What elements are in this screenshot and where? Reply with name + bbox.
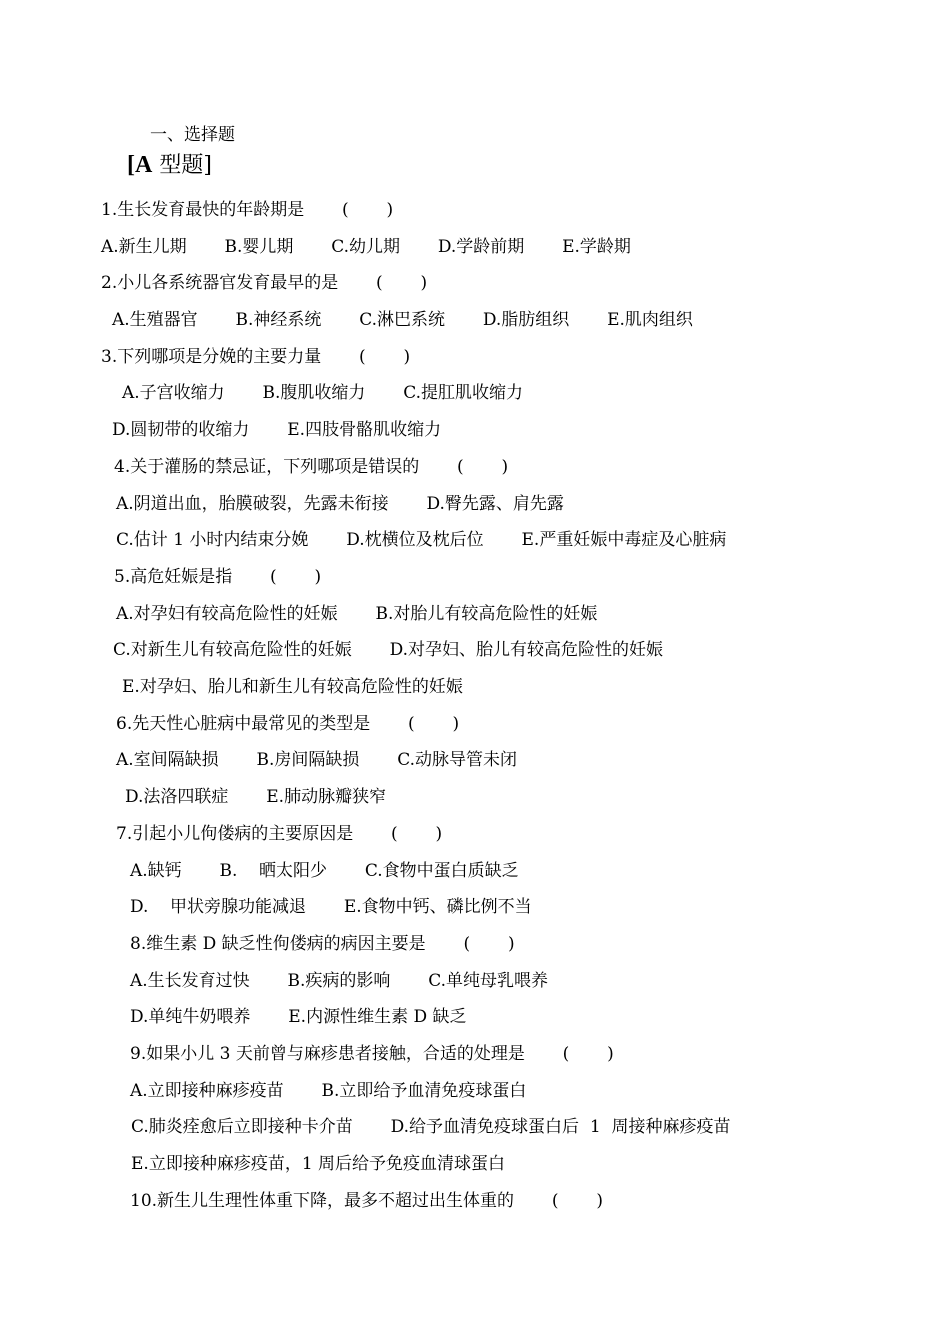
question-7-options-row-2: D. 甲状旁腺功能减退 E.食物中钙、磷比例不当 — [130, 897, 532, 917]
question-3-options-row-1: A.子宫收缩力 B.腹肌收缩力 C.提肛肌收缩力 — [122, 383, 524, 403]
question-9: 9.如果小儿 3 天前曾与麻疹患者接触，合适的处理是 ( ) — [130, 1044, 614, 1064]
question-7-options-row-1: A.缺钙 B. 晒太阳少 C.食物中蛋白质缺乏 — [130, 861, 519, 881]
question-3: 3.下列哪项是分娩的主要力量 ( ) — [101, 347, 411, 367]
question-8-options-row-1: A.生长发育过快 B.疾病的影响 C.单纯母乳喂养 — [130, 971, 549, 991]
question-5-options-row-2: C.对新生儿有较高危险性的妊娠 D.对孕妇、胎儿有较高危险性的妊娠 — [113, 640, 664, 660]
question-8: 8.维生素 D 缺乏性佝偻病的病因主要是 ( ) — [130, 934, 515, 954]
question-2-options: A.生殖器官 B.神经系统 C.淋巴系统 D.脂肪组织 E.肌肉组织 — [112, 310, 693, 330]
question-4: 4.关于灌肠的禁忌证，下列哪项是错误的 ( ) — [114, 457, 509, 477]
question-4-options-row-2: C.估计 1 小时内结束分娩 D.枕横位及枕后位 E.严重妊娠中毒症及心脏病 — [116, 530, 727, 550]
question-9-options-row-2: C.肺炎痊愈后立即接种卡介苗 D.给予血清免疫球蛋白后 1 周接种麻疹疫苗 — [131, 1117, 731, 1137]
question-type-label: 型题] — [152, 153, 212, 178]
question-10: 10.新生儿生理性体重下降，最多不超过出生体重的 ( ) — [130, 1191, 603, 1211]
question-6-options-row-2: D.法洛四联症 E.肺动脉瓣狭窄 — [125, 787, 387, 807]
question-6-options-row-1: A.室间隔缺损 B.房间隔缺损 C.动脉导管未闭 — [116, 750, 518, 770]
question-type-prefix: [A — [127, 152, 153, 178]
question-7: 7.引起小儿佝偻病的主要原因是 ( ) — [116, 824, 443, 844]
question-6: 6.先天性心脏病中最常见的类型是 ( ) — [116, 714, 460, 734]
question-5-options-row-1: A.对孕妇有较高危险性的妊娠 B.对胎儿有较高危险性的妊娠 — [116, 604, 598, 624]
question-5-options-row-3: E.对孕妇、胎儿和新生儿有较高危险性的妊娠 — [122, 677, 463, 697]
question-2: 2.小儿各系统器官发育最早的是 ( ) — [101, 273, 428, 293]
question-9-options-row-3: E.立即接种麻疹疫苗，1 周后给予免疫血清球蛋白 — [131, 1154, 506, 1174]
question-8-options-row-2: D.单纯牛奶喂养 E.内源性维生素 D 缺乏 — [130, 1007, 467, 1027]
question-3-options-row-2: D.圆韧带的收缩力 E.四肢骨骼肌收缩力 — [112, 420, 442, 440]
question-4-options-row-1: A.阴道出血，胎膜破裂，先露未衔接 D.臀先露、肩先露 — [116, 494, 564, 514]
question-1-options: A.新生儿期 B.婴儿期 C.幼儿期 D.学龄前期 E.学龄期 — [101, 237, 631, 257]
question-type-heading — [127, 150, 212, 181]
section-heading: 一、选择题 — [150, 125, 235, 145]
question-9-options-row-1: A.立即接种麻疹疫苗 B.立即给予血清免疫球蛋白 — [130, 1081, 527, 1101]
question-5: 5.高危妊娠是指 ( ) — [114, 567, 322, 587]
question-1: 1.生长发育最快的年龄期是 ( ) — [101, 200, 394, 220]
